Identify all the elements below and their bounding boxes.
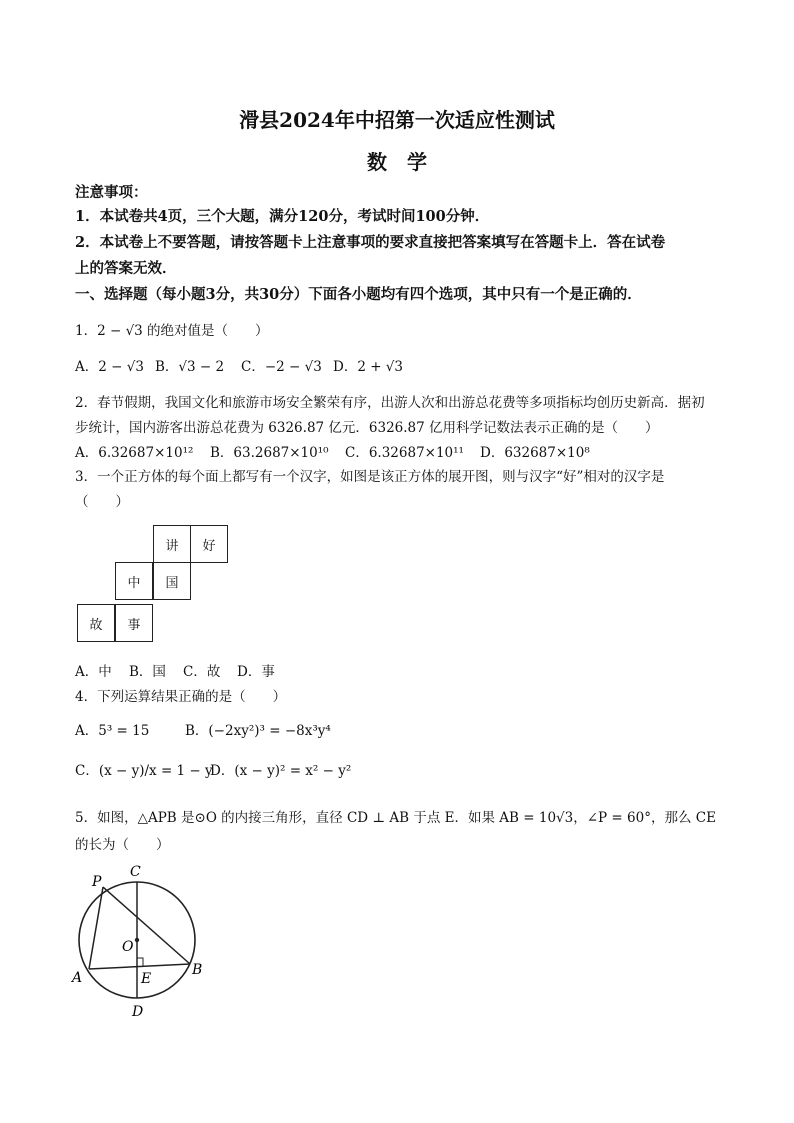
question-2-stem: 步统计，国内游客出游总花费为 6326.87 亿元．6326.87 亿用科学记数法表示正确的是（ ） — [75, 420, 659, 436]
question-3-options — [75, 660, 275, 680]
net-cell: 事 — [115, 604, 153, 642]
option-a: A．5³ = 15 — [75, 723, 150, 739]
subject-title: 数 学 — [367, 150, 427, 174]
segment-ab — [89, 964, 190, 969]
option-d: D．事 — [237, 664, 275, 680]
question-4-stem: 4．下列运算结果正确的是（ ） — [75, 689, 287, 705]
option-c: C．(x − y)/x = 1 − y — [75, 763, 213, 779]
net-cell: 讲 — [153, 525, 191, 563]
question-4-options — [75, 759, 351, 779]
notice-item: 2．本试卷上不要答题，请按答题卡上注意事项的要求直接把答案填写在答题卡上．答在试卷 — [75, 234, 666, 251]
question-1-stem: 1．2 − √3 的绝对值是（ ） — [75, 323, 269, 339]
question-3-stem: （ ） — [75, 494, 129, 510]
label-b: B — [192, 962, 203, 978]
option-b: B．(−2xy²)³ = −8x³y⁴ — [185, 723, 331, 739]
label-c: C — [130, 864, 141, 880]
question-2-stem: 2．春节假期，我国文化和旅游市场安全繁荣有序，出游人次和出游总花费等多项指标均创历史新高．据初 — [75, 395, 705, 411]
section-heading: 一、选择题（每小题3分，共30分）下面各小题均有四个选项，其中只有一个是正确的． — [75, 286, 642, 303]
option-d: D．632687×10⁸ — [480, 445, 590, 461]
exam-title: 滑县2024年中招第一次适应性测试 — [239, 108, 555, 132]
option-a: A．中 — [75, 664, 112, 680]
net-cell: 中 — [115, 562, 153, 600]
option-b: B．63.2687×10¹⁰ — [210, 445, 329, 461]
net-cell: 国 — [153, 562, 191, 600]
question-5-stem: 的长为（ ） — [75, 837, 170, 853]
question-4-options — [75, 719, 331, 739]
circle-geometry-figure — [66, 856, 216, 1026]
notice-item: 上的答案无效． — [75, 260, 177, 277]
net-cell: 好 — [190, 525, 228, 563]
option-a: A．2 − √3 — [75, 359, 144, 375]
label-d: D — [132, 1004, 144, 1020]
label-p: P — [92, 874, 102, 890]
question-3-stem: 3．一个正方体的每个面上都写有一个汉字，如图是该正方体的展开图，则与汉字“好”相对的汉字是 — [75, 469, 665, 485]
option-c: C．故 — [183, 664, 221, 680]
question-2-options — [75, 441, 590, 461]
question-5-stem: 5．如图，△APB 是⊙O 的内接三角形，直径 CD ⊥ AB 于点 E．如果 AB = 10√3，∠P = 60°，那么 CE — [75, 810, 716, 826]
center-point — [135, 938, 139, 942]
question-1-options — [75, 355, 403, 375]
option-b: B．国 — [129, 664, 166, 680]
option-d: D．2 + √3 — [333, 359, 403, 375]
right-angle-mark — [137, 958, 143, 966]
net-cell: 故 — [77, 604, 115, 642]
label-o: O — [122, 939, 134, 955]
notice-heading: 注意事项： — [75, 184, 148, 201]
option-c: C．−2 − √3 — [241, 359, 322, 375]
option-b: B．√3 − 2 — [155, 359, 225, 375]
label-e: E — [141, 971, 152, 987]
option-d: D．(x − y)² = x² − y² — [210, 763, 352, 779]
option-c: C．6.32687×10¹¹ — [345, 445, 464, 461]
label-a: A — [72, 970, 83, 986]
notice-item: 1．本试卷共4页，三个大题，满分120分，考试时间100分钟． — [75, 208, 490, 225]
option-a: A．6.32687×10¹² — [75, 445, 194, 461]
